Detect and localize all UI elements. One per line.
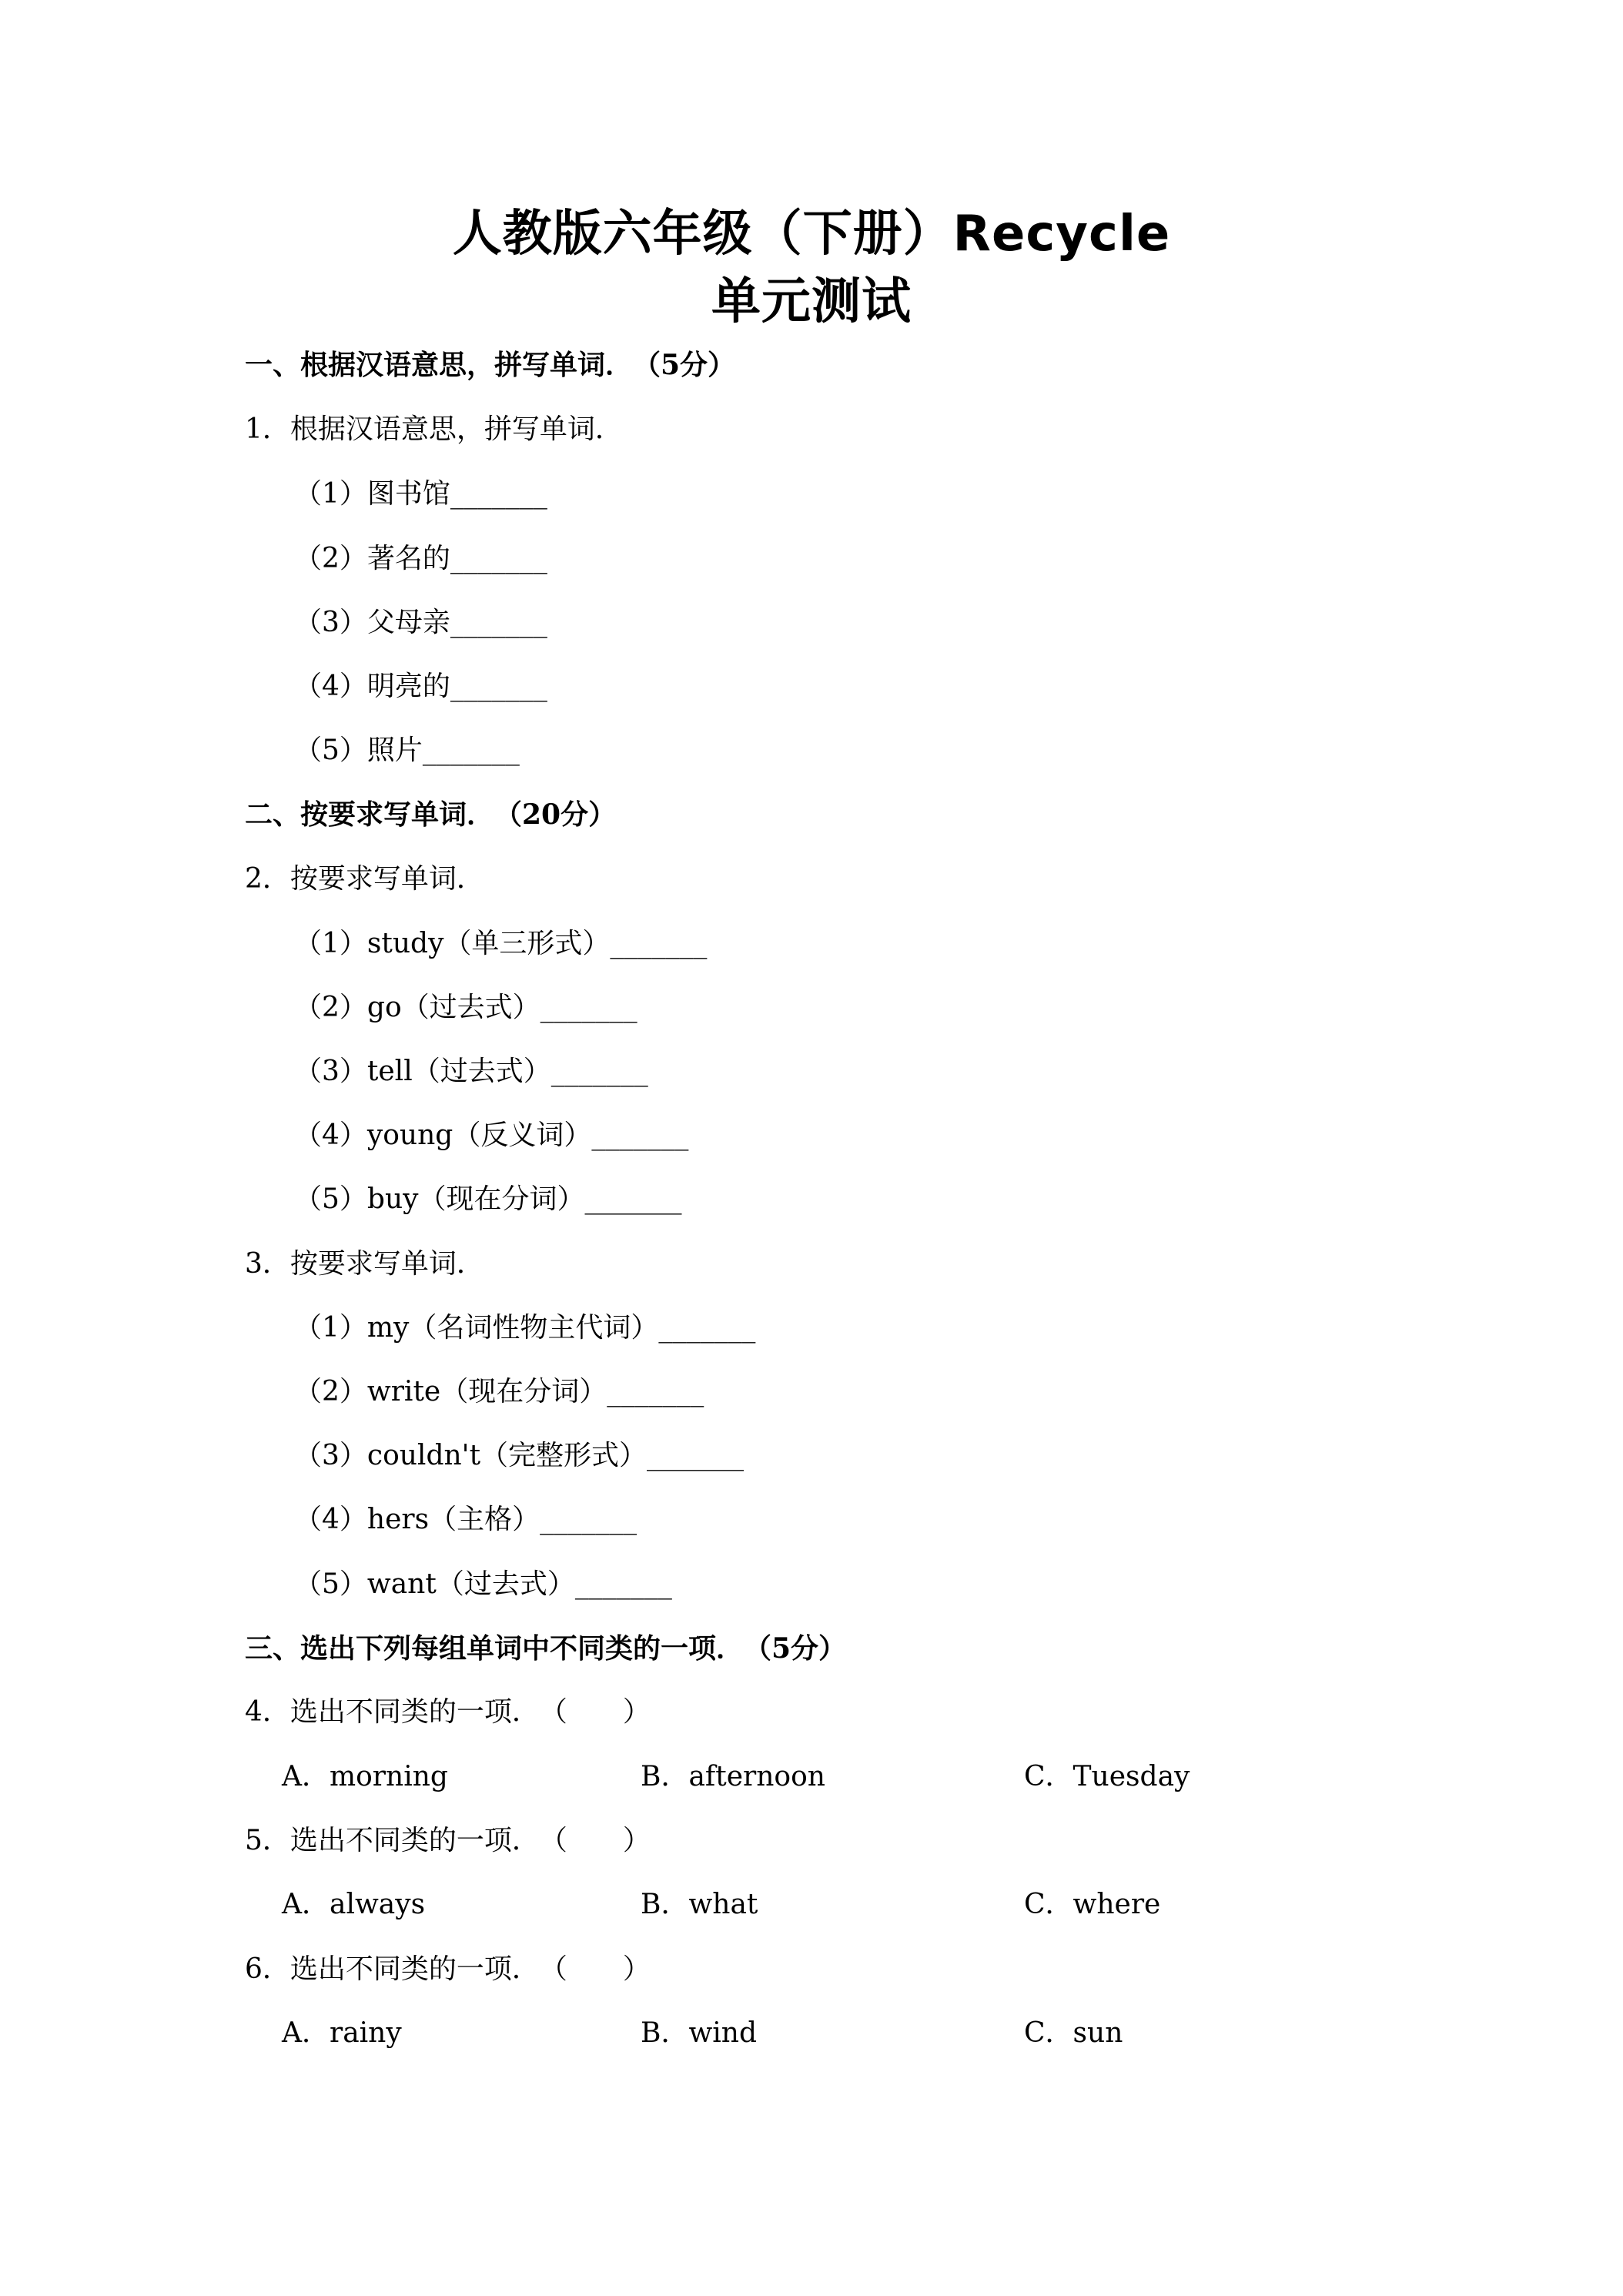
question-stem-6: 6．选出不同类的一项． （ ） xyxy=(245,1953,651,1985)
question-stem-5: 5．选出不同类的一项． （ ） xyxy=(245,1825,651,1856)
question-5-option-a: A．always xyxy=(282,1889,426,1920)
question-5-option-c: C．where xyxy=(1024,1889,1161,1920)
question-1-item-5: （5）照片_______ xyxy=(294,735,520,766)
question-3-item-3: （3）couldn't（完整形式）_______ xyxy=(294,1440,745,1471)
question-4-option-c: C．Tuesday xyxy=(1024,1761,1190,1792)
question-4-option-a: A．morning xyxy=(282,1761,448,1792)
question-stem-3: 3．按要求写单词． xyxy=(245,1248,484,1280)
section-heading-3: 三、选出下列每组单词中不同类的一项． （5分） xyxy=(245,1632,847,1665)
question-6-option-b: B．wind xyxy=(641,2017,758,2049)
question-4-option-b: B．afternoon xyxy=(641,1761,825,1792)
question-1-item-3: （3）父母亲_______ xyxy=(294,607,547,638)
question-2-item-3: （3）tell（过去式）_______ xyxy=(294,1056,648,1087)
section-heading-2: 二、按要求写单词． （20分） xyxy=(245,798,617,831)
question-3-item-4: （4）hers（主格）_______ xyxy=(294,1504,637,1535)
section-heading-1: 一、根据汉语意思，拼写单词． （5分） xyxy=(245,349,736,381)
question-stem-1: 1．根据汉语意思，拼写单词． xyxy=(245,413,623,445)
question-2-item-2: （2）go（过去式）_______ xyxy=(294,992,637,1023)
page-title-line2: 单元测试 xyxy=(711,273,912,330)
question-1-item-2: （2）著名的_______ xyxy=(294,543,547,574)
question-1-item-4: （4）明亮的_______ xyxy=(294,671,547,702)
question-2-item-1: （1）study（单三形式）_______ xyxy=(294,928,708,959)
question-6-option-a: A．rainy xyxy=(282,2017,402,2049)
page-title-line1: 人教版六年级（下册）Recycle xyxy=(452,206,1171,263)
question-2-item-5: （5）buy（现在分词）_______ xyxy=(294,1183,682,1215)
question-stem-4: 4．选出不同类的一项． （ ） xyxy=(245,1696,651,1728)
question-1-item-1: （1）图书馆_______ xyxy=(294,478,547,510)
question-stem-2: 2．按要求写单词． xyxy=(245,863,484,895)
question-3-item-5: （5）want（过去式）_______ xyxy=(294,1568,672,1600)
question-3-item-2: （2）write（现在分词）_______ xyxy=(294,1376,704,1407)
question-5-option-b: B．what xyxy=(641,1889,758,1920)
question-2-item-4: （4）young（反义词）_______ xyxy=(294,1120,689,1151)
question-3-item-1: （1）my（名词性物主代词）_______ xyxy=(294,1312,756,1344)
question-6-option-c: C．sun xyxy=(1024,2017,1123,2049)
